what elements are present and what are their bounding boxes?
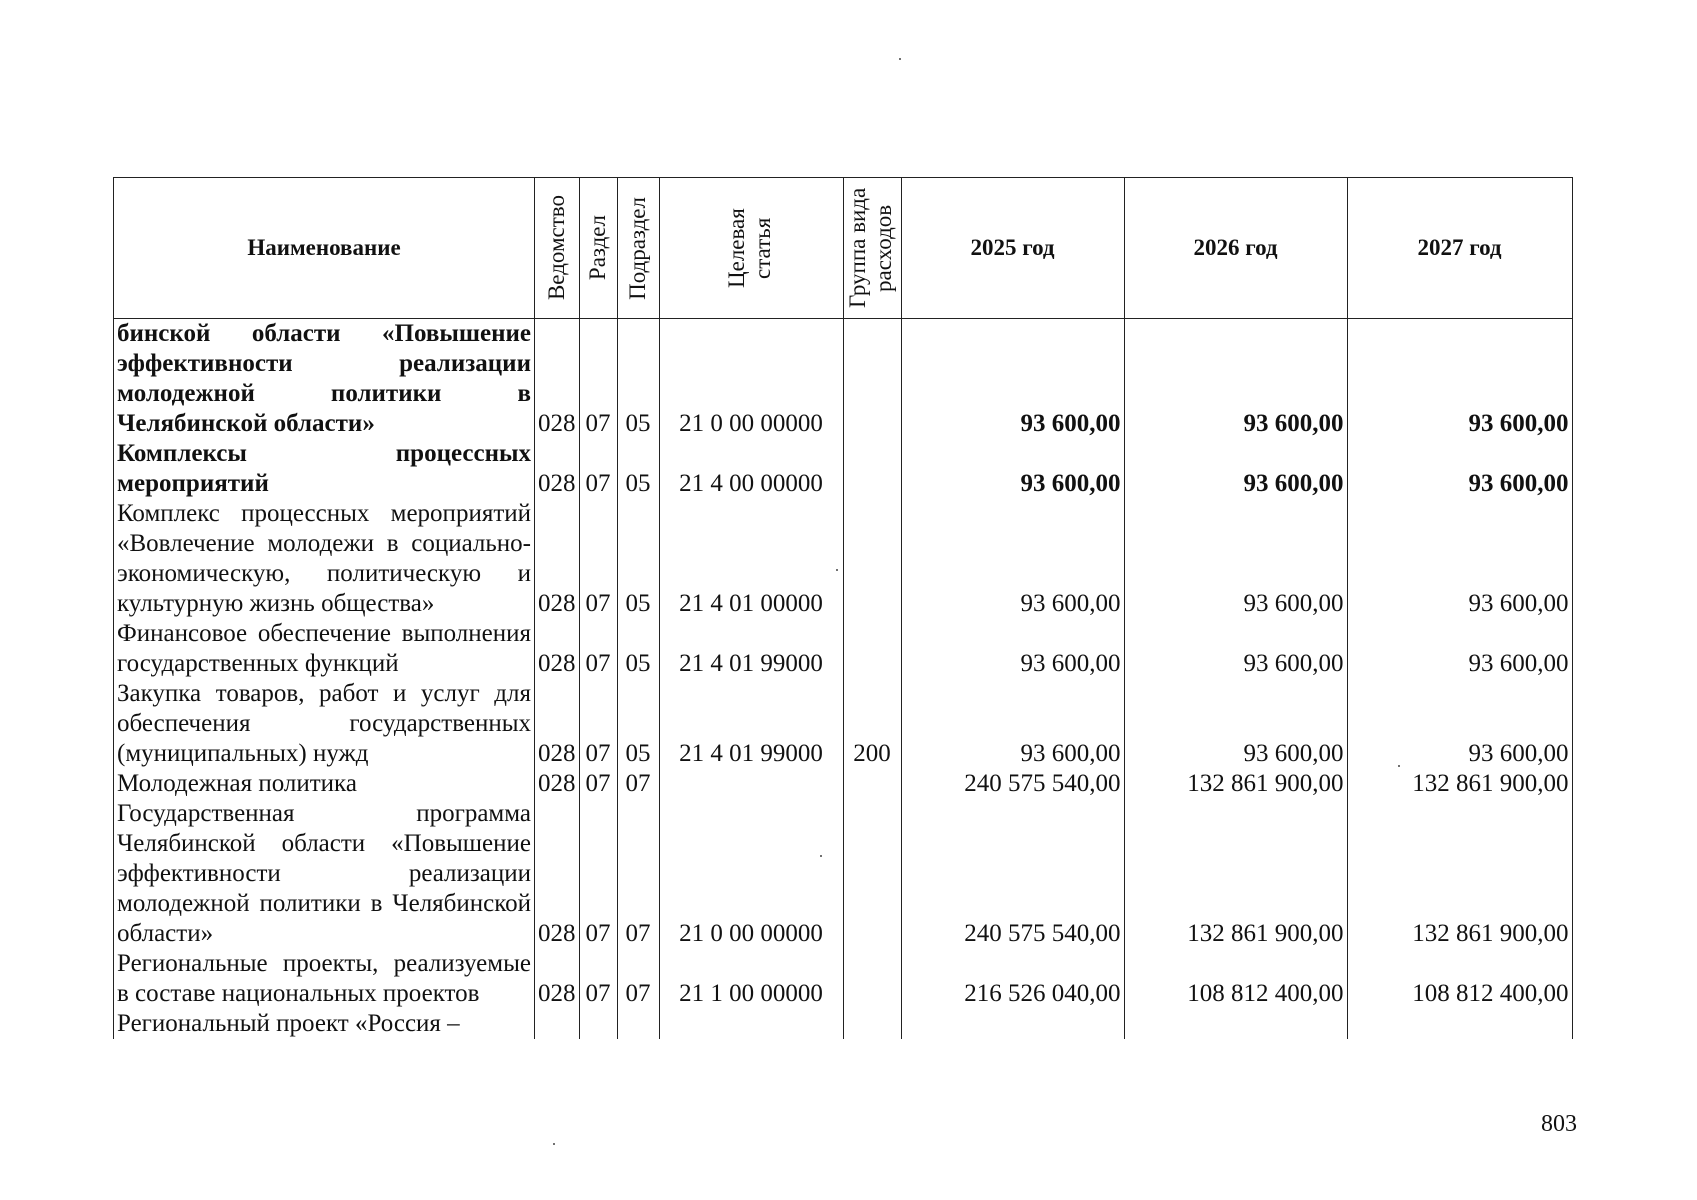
cell-name: Комплекс процессных мероприятий «Вовлечение молодежи в социально-экономическую, политическую и культурную жизнь общества»: [114, 499, 535, 619]
cell-y2026: [1124, 1009, 1347, 1039]
cell-name: Закупка товаров, работ и услуг для обеспечения государственных (муниципальных) нужд: [114, 679, 535, 769]
cell-dept: 028: [535, 949, 580, 1009]
cell-subsection: 05: [617, 499, 659, 619]
table-header-row: [114, 178, 1573, 319]
cell-section: [579, 1009, 617, 1039]
cell-subsection: 05: [617, 319, 659, 440]
cell-y2026: 93 600,00: [1124, 439, 1347, 499]
header-subsection-label: Подраздел: [625, 196, 650, 300]
cell-dept: 028: [535, 769, 580, 799]
cell-target: [659, 1009, 843, 1039]
cell-target: 21 4 00 00000: [659, 439, 843, 499]
cell-subsection: 05: [617, 439, 659, 499]
cell-group: [843, 499, 901, 619]
cell-name: Региональный проект «Россия –: [114, 1009, 535, 1039]
cell-target: 21 0 00 00000: [659, 799, 843, 949]
cell-y2025: 93 600,00: [901, 679, 1124, 769]
header-2027: 2027 год: [1347, 178, 1572, 319]
cell-dept: 028: [535, 679, 580, 769]
cell-target: 21 4 01 00000: [659, 499, 843, 619]
cell-name: Комплексы процессных мероприятий: [114, 439, 535, 499]
header-dept: [535, 178, 580, 319]
cell-y2025: 240 575 540,00: [901, 769, 1124, 799]
cell-dept: 028: [535, 499, 580, 619]
cell-group: [843, 619, 901, 679]
cell-group: 200: [843, 679, 901, 769]
cell-y2026: 132 861 900,00: [1124, 769, 1347, 799]
cell-section: 07: [579, 439, 617, 499]
cell-y2026: 132 861 900,00: [1124, 799, 1347, 949]
cell-name: Региональные проекты, реализуемые в составе национальных проектов: [114, 949, 535, 1009]
cell-y2025: 216 526 040,00: [901, 949, 1124, 1009]
table-row: [114, 1009, 1573, 1039]
header-2025: 2025 год: [901, 178, 1124, 319]
cell-section: 07: [579, 319, 617, 440]
cell-y2025: 93 600,00: [901, 319, 1124, 440]
cell-name: Государственная программа Челябинской области «Повышение эффективности реализации молодежной политики в Челябинской области»: [114, 799, 535, 949]
cell-y2025: 240 575 540,00: [901, 799, 1124, 949]
header-name: Наименование: [114, 178, 535, 319]
cell-y2027: 93 600,00: [1347, 319, 1572, 440]
cell-y2027: 132 861 900,00: [1347, 769, 1572, 799]
cell-y2027: 93 600,00: [1347, 499, 1572, 619]
cell-group: [843, 799, 901, 949]
cell-y2025: [901, 1009, 1124, 1039]
cell-dept: 028: [535, 799, 580, 949]
cell-section: 07: [579, 799, 617, 949]
cell-subsection: 07: [617, 769, 659, 799]
header-subsection: [617, 178, 659, 319]
cell-y2026: 93 600,00: [1124, 679, 1347, 769]
page-number: 803: [1541, 1111, 1577, 1137]
cell-group: [843, 769, 901, 799]
cell-section: 07: [579, 619, 617, 679]
cell-target: 21 4 01 99000: [659, 679, 843, 769]
cell-subsection: 05: [617, 619, 659, 679]
cell-y2025: 93 600,00: [901, 439, 1124, 499]
header-group-label: Группа вида расходов: [845, 187, 896, 309]
scan-speck: [553, 1143, 555, 1145]
cell-section: 07: [579, 949, 617, 1009]
cell-target: 21 4 01 99000: [659, 619, 843, 679]
cell-name: бинской области «Повышение эффективности реализации молодежной политики в Челябинской области»: [114, 319, 535, 440]
cell-group: [843, 319, 901, 440]
cell-y2027: 93 600,00: [1347, 439, 1572, 499]
cell-dept: [535, 1009, 580, 1039]
cell-name: Финансовое обеспечение выполнения государственных функций: [114, 619, 535, 679]
header-target: [659, 178, 843, 319]
cell-y2026: 93 600,00: [1124, 619, 1347, 679]
header-dept-label: Ведомство: [543, 195, 569, 301]
cell-dept: 028: [535, 319, 580, 440]
cell-dept: 028: [535, 619, 580, 679]
cell-y2025: 93 600,00: [901, 499, 1124, 619]
table-row: [114, 499, 1573, 619]
cell-group: [843, 439, 901, 499]
header-section-label: Раздел: [585, 215, 610, 281]
table-row: [114, 949, 1573, 1009]
cell-y2025: 93 600,00: [901, 619, 1124, 679]
header-2026: 2026 год: [1124, 178, 1347, 319]
table-row: [114, 439, 1573, 499]
cell-section: 07: [579, 499, 617, 619]
cell-target: 21 0 00 00000: [659, 319, 843, 440]
cell-target: 21 1 00 00000: [659, 949, 843, 1009]
cell-group: [843, 949, 901, 1009]
cell-subsection: 07: [617, 949, 659, 1009]
cell-target: [659, 769, 843, 799]
cell-name: Молодежная политика: [114, 769, 535, 799]
cell-y2027: [1347, 1009, 1572, 1039]
cell-y2027: 108 812 400,00: [1347, 949, 1572, 1009]
cell-section: 07: [579, 679, 617, 769]
cell-section: 07: [579, 769, 617, 799]
table-row: [114, 769, 1573, 799]
cell-subsection: 07: [617, 799, 659, 949]
scan-speck: [899, 58, 901, 60]
table-row: [114, 319, 1573, 440]
table-row: [114, 679, 1573, 769]
header-section: [579, 178, 617, 319]
cell-y2027: 93 600,00: [1347, 619, 1572, 679]
cell-y2027: 132 861 900,00: [1347, 799, 1572, 949]
header-target-label: Целевая статья: [724, 208, 775, 288]
budget-table: [113, 177, 1573, 1039]
cell-y2026: 93 600,00: [1124, 499, 1347, 619]
cell-y2026: 108 812 400,00: [1124, 949, 1347, 1009]
cell-group: [843, 1009, 901, 1039]
header-group: [843, 178, 901, 319]
table-row: [114, 619, 1573, 679]
cell-y2027: 93 600,00: [1347, 679, 1572, 769]
cell-subsection: [617, 1009, 659, 1039]
cell-dept: 028: [535, 439, 580, 499]
cell-subsection: 05: [617, 679, 659, 769]
cell-y2026: 93 600,00: [1124, 319, 1347, 440]
table-row: [114, 799, 1573, 949]
